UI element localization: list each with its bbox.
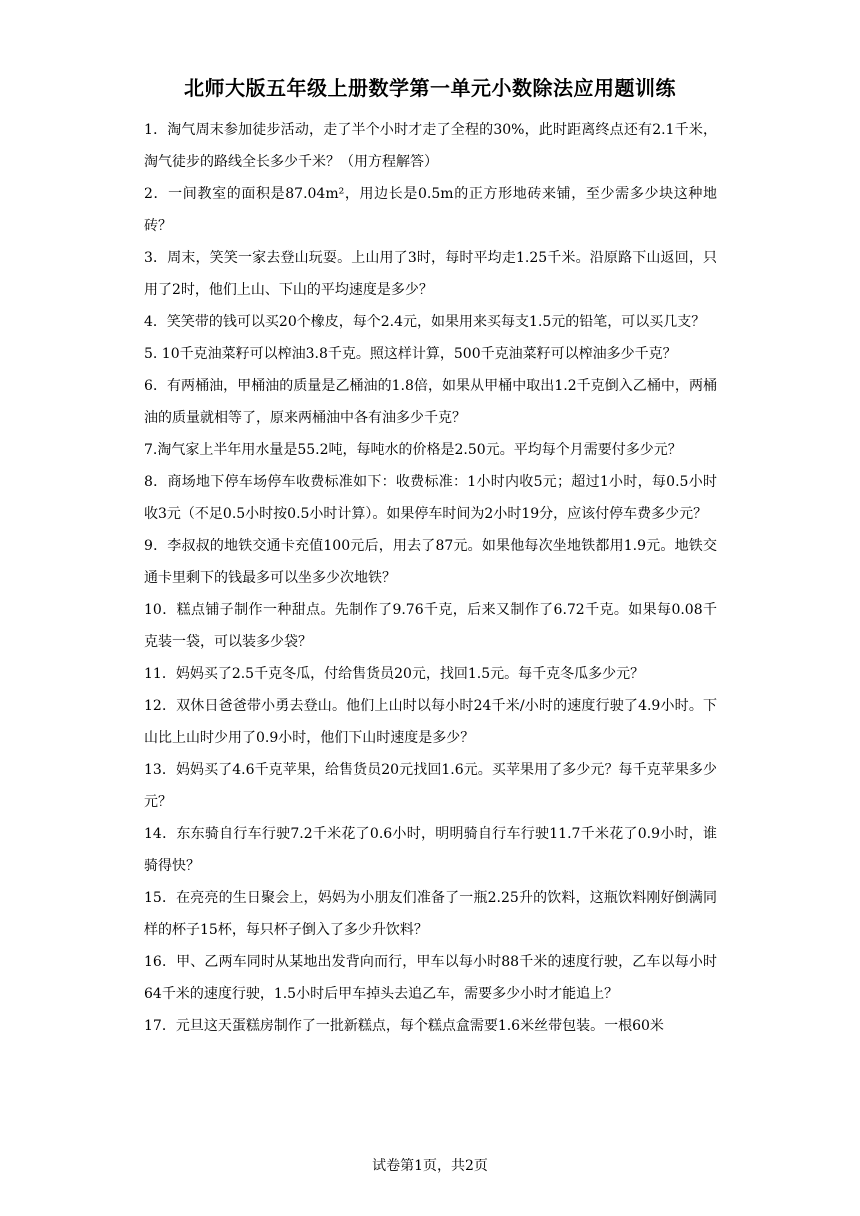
problem-3: 3．周末，笑笑一家去登山玩耍。上山用了3时，每时平均走1.25千米。沿原路下山返回，只用了2时，他们上山、下山的平均速度是多少？ [144,250,717,298]
page-title: 北师大版五年级上册数学第一单元小数除法应用题训练 [184,76,676,100]
problem-1: 1．淘气周末参加徒步活动，走了半个小时才走了全程的30%，此时距离终点还有2.1千米，淘气徒步的路线全长多少千米？（用方程解答） [144,122,717,170]
page-footer: 试卷第1页，共2页 [372,1158,488,1174]
problem-17: 17．元旦这天蛋糕房制作了一批新糕点，每个糕点盒需要1.6米丝带包装。一根60米 [144,1018,664,1034]
problem-2: 2．一间教室的面积是87.04m²，用边长是0.5m的正方形地砖来铺，至少需多少块这种地砖？ [144,186,717,234]
problem-9: 9．李叔叔的地铁交通卡充值100元后，用去了87元。如果他每次坐地铁都用1.9元。地铁交通卡里剩下的钱最多可以坐多少次地铁？ [144,538,717,586]
problem-5: 5. 10千克油菜籽可以榨油3.8千克。照这样计算，500千克油菜籽可以榨油多少千克？ [144,346,677,362]
problem-15: 15．在亮亮的生日聚会上，妈妈为小朋友们准备了一瓶2.25升的饮料，这瓶饮料刚好倒满同样的杯子15杯，每只杯子倒入了多少升饮料？ [144,890,717,938]
problem-8: 8．商场地下停车场停车收费标准如下：收费标准：1小时内收5元；超过1小时，每0.5小时收3元（不足0.5小时按0.5小时计算）。如果停车时间为2小时19分，应该付停车费多少元？ [144,474,717,522]
problem-14: 14．东东骑自行车行驶7.2千米花了0.6小时，明明骑自行车行驶11.7千米花了0.9小时，谁骑得快？ [144,826,717,874]
problem-list [144,114,717,1042]
problem-4: 4．笑笑带的钱可以买20个橡皮，每个2.4元，如果用来买每支1.5元的铅笔，可以买几支？ [144,314,706,330]
problem-16: 16．甲、乙两车同时从某地出发背向而行，甲车以每小时88千米的速度行驶，乙车以每小时64千米的速度行驶，1.5小时后甲车掉头去追乙车，需要多少小时才能追上？ [144,954,717,1002]
problem-13: 13．妈妈买了4.6千克苹果，给售货员20元找回1.6元。买苹果用了多少元？每千克苹果多少元？ [144,762,717,810]
problem-6: 6．有两桶油，甲桶油的质量是乙桶油的1.8倍，如果从甲桶中取出1.2千克倒入乙桶中，两桶油的质量就相等了，原来两桶油中各有油多少千克？ [144,378,717,426]
problem-12: 12．双休日爸爸带小勇去登山。他们上山时以每小时24千米/小时的速度行驶了4.9小时。下山比上山时少用了0.9小时，他们下山时速度是多少？ [144,698,717,746]
problem-7: 7.淘气家上半年用水量是55.2吨，每吨水的价格是2.50元。平均每个月需要付多少元？ [144,442,682,458]
problem-11: 11．妈妈买了2.5千克冬瓜，付给售货员20元，找回1.5元。每千克冬瓜多少元？ [144,666,645,682]
problem-10: 10．糕点铺子制作一种甜点。先制作了9.76千克，后来又制作了6.72千克。如果每0.08千克装一袋，可以装多少袋？ [144,602,717,650]
